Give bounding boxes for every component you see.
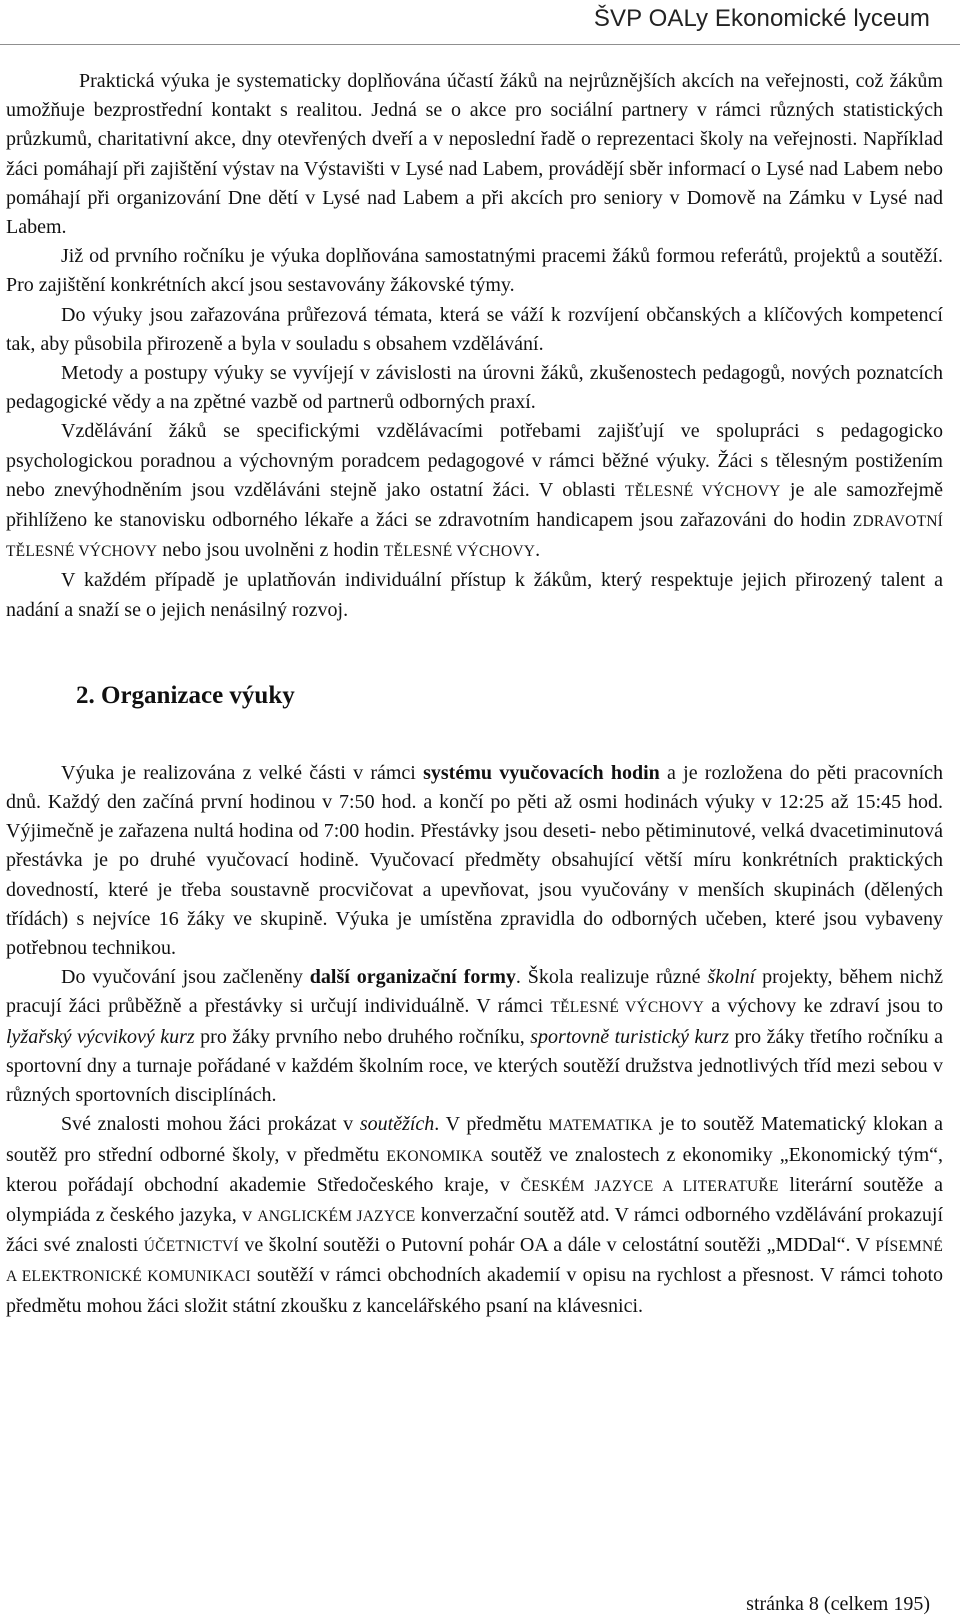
emphasis-bold: další organizační formy	[309, 966, 516, 989]
text-run: soutěž ve znalostech z ekonomiky „Ekonomický tým“, kterou pořádají obchodní akademie Středočeského kraje, v	[6, 1143, 944, 1196]
text-run: ve školní soutěži o Putovní pohár OA a dále v celostátní soutěži „MDDal“. V	[244, 1234, 870, 1257]
paragraph-other-forms	[6, 963, 943, 1110]
subject-name: ZDRAVOTNÍ TĚLESNÉ VÝCHOVY	[6, 513, 943, 561]
subject-name: ČESKÉM JAZYCE A LITERATUŘE	[520, 1177, 779, 1195]
text-run: . Škola realizuje různé	[515, 966, 701, 989]
text-run: projekty, během nichž pracují žáci průběžně a přestávky si určují individuálně. V rámci	[6, 966, 943, 1018]
emphasis-bold: systému vyučovacích hodin	[423, 761, 660, 784]
page-footer-number: stránka 8 (celkem 195)	[746, 1593, 930, 1615]
text-run: pro žáky třetího ročníku a sportovní dny a turnaje pořádané v každém školním roce, ve kterých soutěží družstva jednotlivých tříd mezi sebou v různých sportovních disciplínách.	[6, 1025, 944, 1107]
text-run: Do vyučování jsou začleněny	[61, 966, 303, 989]
section-organization	[6, 759, 943, 1321]
subject-name: EKONOMIKA	[386, 1147, 484, 1165]
text-run: . V předmětu	[434, 1113, 542, 1136]
emphasis-italic: lyžařský výcvikový kurz	[6, 1025, 195, 1048]
section-heading: 2. Organizace výuky	[76, 681, 295, 709]
text-run: je ale samozřejmě přihlíženo ke stanovisku odborného lékaře a žáci se zdravotním handicapem jsou zařazováni do hodin	[6, 478, 944, 532]
text-run: Vzdělávání žáků se specifickými vzdělávacími potřebami zajišťují ve spolupráci s pedagogicko psychologickou poradnou a výchovným poradcem pedagogové v rámci běžné výuky. Žáci s tělesným postižením nebo znevýhodněním jsou vzděláváni stejně jako ostatní žáci. V oblasti	[6, 420, 943, 501]
paragraph-practical-teaching: Praktická výuka je systematicky doplňována účastí žáků na nejrůznějších akcích na veřejnosti, což žákům umožňuje bezprostřední kontakt s realitou. Jedná se o akce pro sociální partnery v rámci různých statistických průzkumů, charitativní akce, dny otevřených dveří a v neposlední řadě o reprezentaci školy na veřejnosti. Například žáci pomáhají při zajištění výstav na Výstavišti v Lysé nad Labem, provádějí sběr informací o Lysé nad Labem nebo pomáhají při organizování Dne dětí v Lysé nad Labem a při akcích pro seniory v Domově na Zámku v Lysé nad Labem.	[6, 70, 943, 239]
text-run: konverzační soutěž atd. V rámci odborného vzdělávání prokazují žáci své znalosti	[6, 1203, 944, 1257]
subject-name: MATEMATIKA	[548, 1117, 654, 1135]
subject-name: TĚLESNÉ VÝCHOVY	[550, 999, 704, 1017]
subject-name: ÚČETNICTVÍ	[143, 1238, 239, 1256]
emphasis-italic: školní	[707, 966, 756, 989]
document-body	[6, 67, 943, 1321]
text-run: literární soutěže a olympiáda z českého jazyka, v	[6, 1173, 944, 1226]
paragraph-lesson-system	[6, 759, 943, 963]
paragraph-methods: Metody a postupy výuky se vyvíjejí v závislosti na úrovni žáků, zkušenostech pedagogů, nových poznatcích pedagogické vědy a na zpětné vazbě od partnerů odborných praxí.	[6, 362, 943, 414]
emphasis-italic: sportovně turistický kurz	[530, 1025, 729, 1048]
text-run: je to soutěž Matematický klokan a soutěž pro střední odborné školy, v předmětu	[6, 1113, 944, 1166]
text-run: a je rozložena do pěti pracovních dnů. Každý den začíná první hodinou v 7:50 hod. a končí po pěti až osmi hodinách výuky v 12:25 až 15:45 hod. Výjimečně je zařazena nultá hodina od 7:00 hodin. Přestávky jsou deseti- nebo pětiminutové, velká dvacetiminutová přestávka je po druhé vyučovací hodině. Vyučovací předměty obsahující větší míru konkrétních praktických dovedností, které je třeba soustavně procvičovat a upevňovat, jsou vyučovány v menších skupinách (dělených třídách) s nejvíce 16 žáky ve skupině. Výuka je umístěna zpravidla do odborných učeben, které jsou vybaveny potřebnou technikou.	[6, 761, 944, 960]
text-run: soutěží v rámci obchodních akademií v opisu na rychlost a přesnost. V rámci tohoto předmětu mohou žáci složit státní zkoušku z kancelářského psaní na klávesnici.	[6, 1264, 943, 1317]
page-header-title: ŠVP OALy Ekonomické lyceum	[593, 5, 930, 32]
text-run: nebo jsou uvolněni z hodin	[162, 539, 379, 562]
paragraph-individual-approach: V každém případě je uplatňován individuální přístup k žákům, který respektuje jejich přirozený talent a nadání a snaží se o jejich nenásilný rozvoj.	[6, 569, 943, 621]
paragraph-cross-curricular: Do výuky jsou zařazována průřezová témata, která se váží k rozvíjení občanských a klíčových kompetencí tak, aby působila přirozeně a byla v souladu s obsahem vzdělávání.	[6, 303, 943, 355]
subject-name: PÍSEMNÉ A ELEKTRONICKÉ KOMUNIKACI	[6, 1238, 944, 1286]
emphasis-italic: soutěžích	[359, 1113, 435, 1136]
header-rule	[0, 44, 960, 45]
subject-name: ANGLICKÉM JAZYCE	[257, 1207, 416, 1225]
text-run: Své znalosti mohou žáci prokázat v	[61, 1113, 354, 1136]
paragraph-independent-work: Již od prvního ročníku je výuka doplňována samostatnými pracemi žáků formou referátů, projektů a soutěží. Pro zajištění konkrétních akcí jsou sestavovány žákovské týmy.	[6, 245, 943, 297]
subject-name: TĚLESNÉ VÝCHOVY	[383, 543, 536, 561]
subject-name: TĚLESNÉ VÝCHOVY	[624, 482, 781, 500]
text-run: Výuka je realizována z velké části v rámci	[61, 761, 416, 784]
text-run: .	[535, 539, 541, 562]
paragraph-special-needs	[6, 417, 943, 566]
text-run: pro žáky prvního nebo druhého ročníku,	[200, 1025, 525, 1048]
paragraph-competitions	[6, 1110, 943, 1320]
text-run: a výchovy ke zdraví jsou to	[711, 995, 944, 1018]
